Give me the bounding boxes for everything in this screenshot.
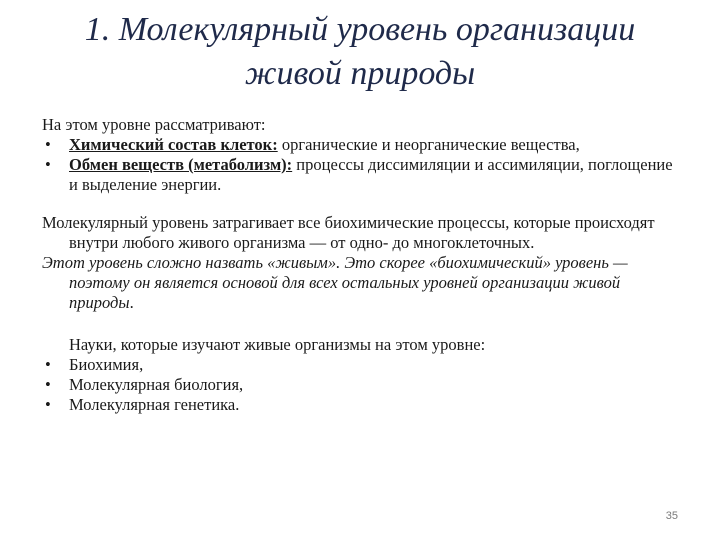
paragraph-molecular-level: Молекулярный уровень затрагивает все биохимические процессы, которые происходят внутри любого живого организма — от одно- до многоклеточных. [42, 213, 655, 252]
paragraph-biochemical-level [42, 253, 682, 313]
paragraph-end: . [129, 293, 134, 312]
title-line-2: живой природы [244, 55, 476, 92]
intro-text: На этом уровне рассматривают: [42, 115, 266, 134]
bullet-icon: • [45, 135, 51, 154]
topic-1-term: Химический состав клеток: [69, 135, 278, 154]
slide-body [42, 115, 682, 415]
science-item [42, 395, 682, 415]
bullet-icon: • [45, 155, 51, 174]
topic-2-text: процессы диссимиляции и ассимиляции, поглощение и выделение энергии. [69, 155, 673, 194]
science-label: Молекулярная биология, [69, 375, 244, 394]
science-item [42, 375, 682, 395]
paragraph-italic-text: Этот уровень сложно назвать «живым». Это скорее «биохимический» уровень — поэтому он является основой для всех остальных уровней организации живой природы [42, 253, 628, 312]
topic-item-2 [42, 155, 682, 195]
bullet-icon: • [45, 375, 51, 394]
topic-item-1 [42, 135, 682, 155]
science-label: Биохимия, [69, 355, 144, 374]
science-item [42, 355, 682, 375]
bullet-icon: • [45, 355, 51, 374]
bullet-icon: • [45, 395, 51, 414]
slide-title [30, 8, 690, 96]
topic-2-term: Обмен веществ (метаболизм): [69, 155, 293, 174]
page-number: 35 [665, 510, 678, 522]
sciences-list [42, 355, 682, 415]
title-line-1: 1. Молекулярный уровень организации [84, 11, 636, 48]
science-label: Молекулярная генетика. [69, 395, 240, 414]
topic-1-text: органические и неорганические вещества, [277, 135, 580, 154]
sciences-intro: Науки, которые изучают живые организмы на этом уровне: [69, 335, 486, 354]
topics-list [42, 135, 682, 195]
